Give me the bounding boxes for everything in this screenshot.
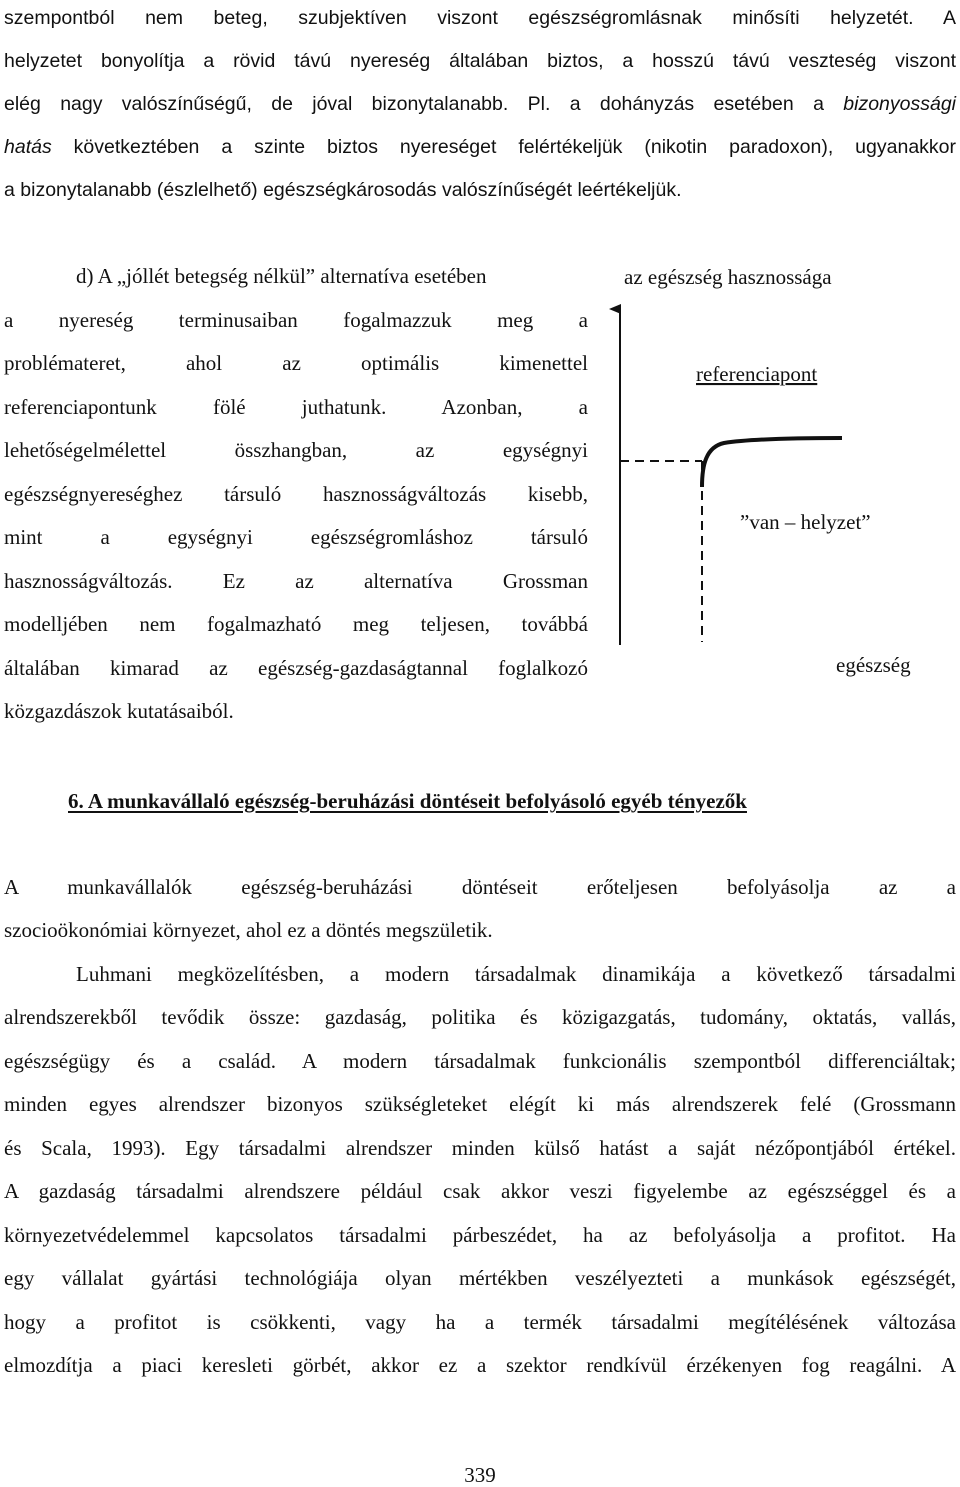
section-6-p1-line-1: A munkavállalók egészség-beruházási döntéseit erőteljesen befolyásolja az a: [4, 875, 956, 899]
intro-line-2: helyzetet bonyolítja a rövid távú nyereség általában biztos, a hosszú távú veszteség viszont: [4, 50, 956, 72]
section-6-p2-line-4: minden egyes alrendszer bizonyos szükségleteket elégít ki más alrendszerek felé (Grossmann: [4, 1092, 956, 1116]
curve-label: ”van – helyzet”: [740, 510, 871, 534]
section-d-line-4: referenciapontunk fölé juthatunk. Azonban, a: [4, 395, 588, 419]
section-6-p2-line-1: Luhmani megközelítésben, a modern társadalmak dinamikája a következő társadalmi: [76, 962, 956, 986]
section-d-line-5: lehetőségelmélettel összhangban, az egységnyi: [4, 438, 588, 462]
section-6-heading: 6. A munkavállaló egészség-beruházási döntéseit befolyásoló egyéb tényezők: [68, 789, 747, 813]
intro-line-4-italic: hatás: [4, 136, 52, 158]
reference-point-label: referenciapont: [696, 362, 818, 386]
section-d-line-10: általában kimarad az egészség-gazdaságtannal foglalkozó: [4, 656, 588, 680]
section-6-p2-line-3: egészségügy és a család. A modern társadalmak funkcionális szempontból differenciáltak;: [4, 1049, 956, 1073]
intro-line-1: szempontból nem beteg, szubjektíven viszont egészségromlásnak minősíti helyzetét. A: [4, 7, 956, 29]
section-6-p2-line-7: környezetvédelemmel kapcsolatos társadalmi párbeszédet, ha az befolyásolja a profitot. Ha: [4, 1223, 956, 1247]
section-6-p2-line-9: hogy a profitot is csökkenti, vagy ha a termék társadalmi megítélésének változása: [4, 1310, 956, 1334]
section-d-line-9: modelljében nem fogalmazható meg teljesen, továbbá: [4, 612, 588, 636]
intro-line-3-italic: bizonyossági: [843, 93, 956, 115]
x-axis-label: egészség: [836, 653, 911, 677]
section-d-line-7: mint a egységnyi egészségromláshoz társuló: [4, 525, 588, 549]
section-d-line-8: hasznosságváltozás. Ez az alternatíva Grossman: [4, 569, 588, 593]
page-number: 339: [464, 1463, 496, 1487]
section-6-p2-line-10: elmozdítja a piaci keresleti görbét, akkor ez a szektor rendkívül érzékenyen fog reagálni. A: [4, 1353, 956, 1377]
section-6-p2-line-5: és Scala, 1993). Egy társadalmi alrendszer minden külső hatást a saját nézőpontjából értékel.: [4, 1136, 956, 1160]
intro-line-5: a bizonytalanabb (észlelhető) egészségkárosodás valószínűségét leértékeljük.: [4, 179, 682, 201]
section-d-line-11: közgazdászok kutatásaiból.: [4, 699, 234, 723]
intro-line-4-text: következtében a szinte biztos nyereséget felértékeljük (nikotin paradoxon), ugyanakkor: [73, 136, 956, 158]
value-function-diagram: [590, 255, 960, 705]
section-d-line-2: a nyereség terminusaiban fogalmazzuk meg a: [4, 308, 588, 332]
section-6-p1-line-2: szocioökonómiai környezet, ahol ez a döntés megszületik.: [4, 918, 493, 942]
value-curve: [702, 438, 842, 487]
section-6-p2-line-6: A gazdaság társadalmi alrendszere például csak akkor veszi figyelembe az egészséggel és a: [4, 1179, 956, 1203]
section-d-line-1: d) A „jóllét betegség nélkül” alternatíva esetében: [76, 264, 487, 288]
section-d-line-6: egészségnyereséghez társuló hasznosságváltozás kisebb,: [4, 482, 588, 506]
intro-line-3: [4, 92, 956, 116]
intro-line-4: [4, 135, 956, 159]
y-axis-label: az egészség hasznossága: [624, 265, 832, 289]
intro-line-3-text: elég nagy valószínűségű, de jóval bizonytalanabb. Pl. a dohányzás esetében a: [4, 93, 824, 115]
section-6-p2-line-8: egy vállalat gyártási technológiája olyan mértékben veszélyezteti a munkások egészségét,: [4, 1266, 956, 1290]
section-6-p2-line-2: alrendszerekből tevődik össze: gazdaság, politika és közigazgatás, tudomány, oktatás, vallás,: [4, 1005, 956, 1029]
section-d-line-3: problémateret, ahol az optimális kimenettel: [4, 351, 588, 375]
